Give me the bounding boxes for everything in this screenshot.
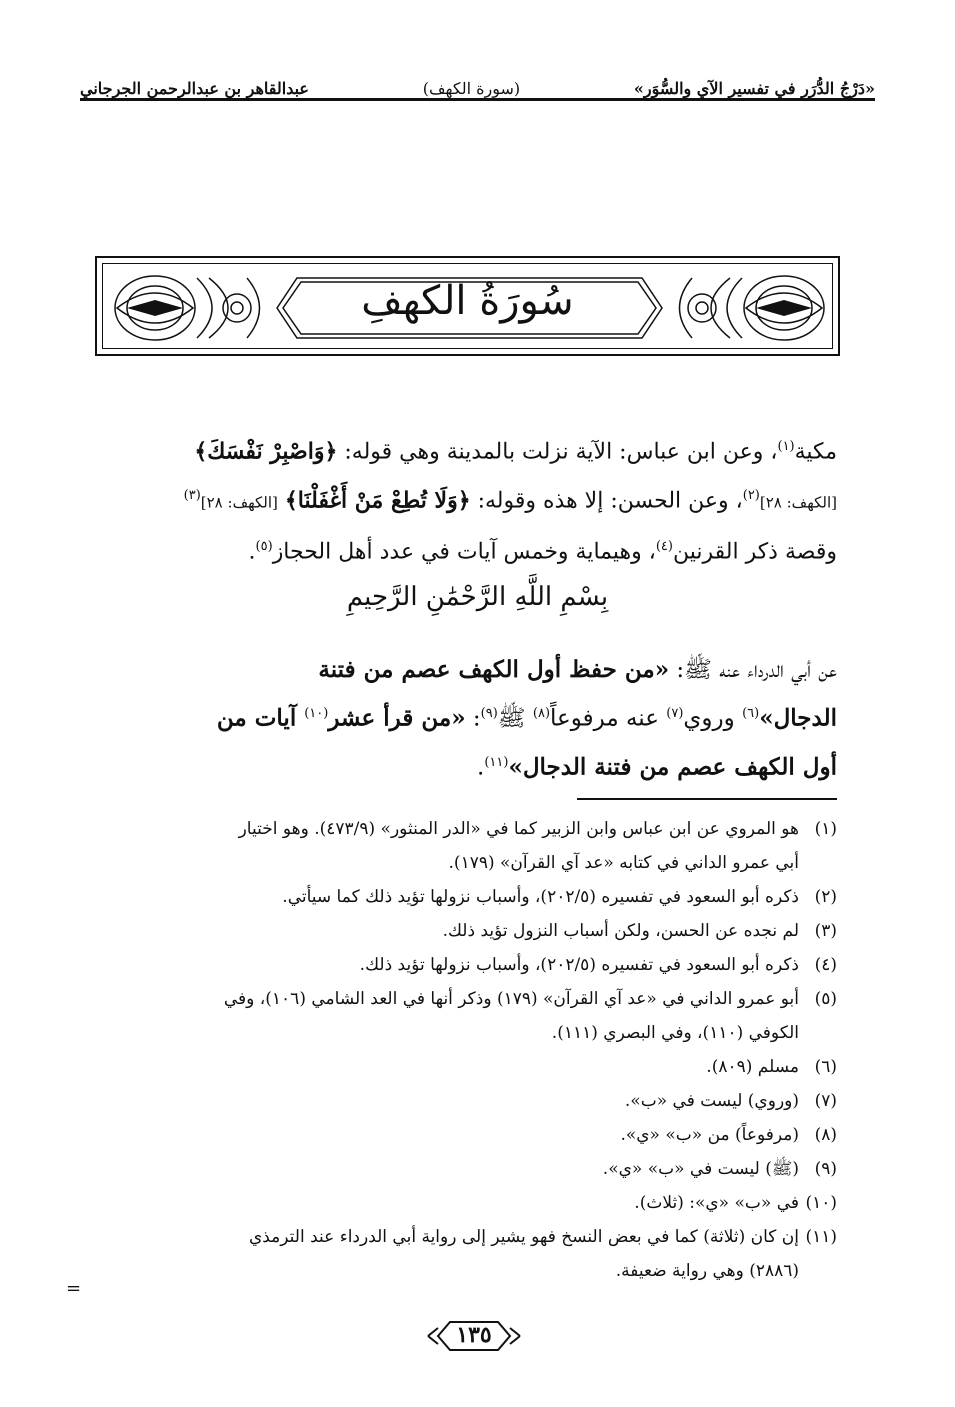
hadith-paragraph [97, 648, 837, 789]
footnote-text: ذكره أبو السعود في تفسيره (٢٠٢/٥)، وأسباب نزولها تؤيد ذلك كما سيأتي. [282, 887, 799, 907]
intro-line-1 [107, 425, 837, 474]
footnote-number: (٥) [814, 989, 837, 1009]
footnote-ref: (١١) [484, 754, 509, 770]
footnote-6 [97, 1050, 837, 1084]
footnote-ref: (٢) [742, 488, 760, 504]
footnote-9 [97, 1152, 837, 1186]
basmala: بِسْمِ اللَّهِ الرَّحْمَٰنِ الرَّحِيمِ [346, 582, 609, 612]
page-number-ornament [424, 1316, 524, 1356]
header-sura-name: (سورة الكهف) [422, 79, 521, 98]
footnote-text: أبي عمرو الداني في كتابه «عد آي القرآن» (١٧٩). [448, 853, 799, 873]
intro-text: ، وعن الحسن: إلا هذه وقوله: [470, 488, 743, 514]
hadith-quote: «من حفظ أول الكهف عصم من فتنة [318, 656, 670, 683]
hadith-text: عن أبي الدرداء عنه ﷺ: [669, 657, 837, 683]
footnote-number: (٤) [814, 955, 837, 975]
footnote-ref: (٦) [742, 706, 760, 721]
footnote-10 [97, 1186, 837, 1220]
footnote-8 [97, 1118, 837, 1152]
page-number: ١٣٥ [456, 1322, 492, 1348]
verse-reference: [الكهف: ٢٨] [759, 493, 837, 512]
footnote-2 [97, 880, 837, 914]
footnote-text: (ﷺ) ليست في «ب» «ي». [602, 1159, 799, 1179]
intro-line-2 [107, 474, 837, 524]
footnote-number: (٢) [814, 887, 837, 907]
footnote-4 [97, 948, 837, 982]
quran-verse: ﴿وَاصْبِرْ نَفْسَكَ﴾ [194, 438, 338, 465]
footnote-text: (٢٨٨٦) وهي رواية ضعيفة. [615, 1261, 799, 1281]
footnote-text: إن كان (ثلاثة) كما في بعض النسخ فهو يشير إلى رواية أبي الدرداء عند الترمذي [248, 1227, 799, 1247]
footnote-ref: (٤) [655, 538, 673, 554]
sura-banner [95, 256, 840, 356]
hadith-line-2 [97, 692, 837, 741]
intro-text: . [248, 538, 256, 564]
intro-text: ، وهيماية وخمس آيات في عدد أهل الحجاز [272, 538, 656, 564]
footnote-number: (٧) [814, 1091, 837, 1111]
footnote-ref: (٣) [183, 488, 201, 504]
footnote-number: (١) [814, 819, 837, 839]
intro-text: وقصة ذكر القرنين [672, 538, 837, 564]
footnote-1-cont [97, 846, 837, 880]
intro-text: مكية [794, 439, 837, 465]
footnote-ref: (٥) [255, 538, 273, 554]
header-book-title: «دَرْجُ الدُّرَرِ في تفسير الآيِ والسُّوَرِ» [633, 79, 875, 98]
continuation-marker: = [66, 1278, 82, 1299]
footnote-number: (٣) [814, 921, 837, 941]
hadith-text: : [465, 705, 481, 732]
sura-title: سُورَةُ الكهفِ [361, 278, 574, 324]
footnote-ref: (١) [777, 439, 795, 454]
hadith-quote: الدجال» [759, 704, 837, 732]
footnote-text: (وروي) ليست في «ب». [624, 1091, 799, 1111]
footnote-text: لم نجده عن الحسن، ولكن أسباب النزول تؤيد ذلك. [442, 921, 799, 941]
running-header [80, 64, 875, 98]
hadith-line-1 [97, 648, 837, 692]
footnote-text: أبو عمرو الداني في «عد آي القرآن» (١٧٩) وذكر أنها في العد الشامي (١٠٦)، وفي [223, 989, 799, 1009]
hadith-text: عنه مرفوعاً [550, 705, 667, 732]
footnote-number: (١٠) [805, 1193, 837, 1213]
footnote-ref: (١٠) [304, 706, 329, 721]
quran-verse: ﴿وَلَا تُطِعْ مَنْ أَغْفَلْنَا﴾ [284, 487, 471, 514]
footnotes [97, 812, 837, 1288]
footnote-text: هو المروي عن ابن عباس وابن الزبير كما في «الدر المنثور» (٤٧٣/٩). وهو اختيار [238, 819, 799, 839]
footnote-number: (٩) [814, 1159, 837, 1179]
footnote-5 [97, 982, 837, 1016]
footnote-text: (مرفوعاً) من «ب» «ي». [620, 1125, 799, 1145]
footnote-number: (٨) [814, 1125, 837, 1145]
hadith-line-3 [97, 741, 837, 790]
footnote-11 [97, 1220, 837, 1254]
footnote-number: (١١) [805, 1227, 837, 1247]
footnote-ref: (٩) [480, 706, 498, 721]
footnote-1 [97, 812, 837, 846]
footnote-3 [97, 914, 837, 948]
intro-line-3 [107, 525, 837, 574]
footnote-text: مسلم (٨٠٩). [706, 1057, 799, 1077]
hadith-quote: آيات من [216, 704, 305, 732]
hadith-quote: أول الكهف عصم من فتنة الدجال» [508, 753, 837, 781]
hadith-text: وروي [683, 705, 743, 732]
verse-reference: [الكهف: ٢٨] [200, 493, 278, 512]
footnote-ref: (٨) [532, 706, 551, 721]
footnote-text: ذكره أبو السعود في تفسيره (٢٠٢/٥)، وأسباب نزولها تؤيد ذلك. [359, 955, 799, 975]
footnote-ref: (٧) [666, 706, 684, 721]
footnote-11-cont [97, 1254, 837, 1288]
footnote-7 [97, 1084, 837, 1118]
intro-text: ، وعن ابن عباس: الآية نزلت بالمدينة وهي قوله: [337, 439, 778, 465]
footnote-text: في «ب» «ي»: (ثلاث). [634, 1193, 799, 1213]
hadith-text: ﷺ [497, 705, 533, 732]
footnote-number: (٦) [814, 1057, 837, 1077]
footnote-5-cont [97, 1016, 837, 1050]
hadith-quote: «من قرأ عشر [328, 704, 466, 732]
footnote-separator [577, 798, 837, 800]
header-rule [80, 98, 875, 101]
intro-paragraph [107, 425, 837, 574]
hadith-text: . [477, 754, 485, 781]
footnote-text: الكوفي (١١٠)، وفي البصري (١١١). [551, 1023, 799, 1043]
header-author: عبدالقاهر بن عبدالرحمن الجرجاني [80, 79, 309, 98]
